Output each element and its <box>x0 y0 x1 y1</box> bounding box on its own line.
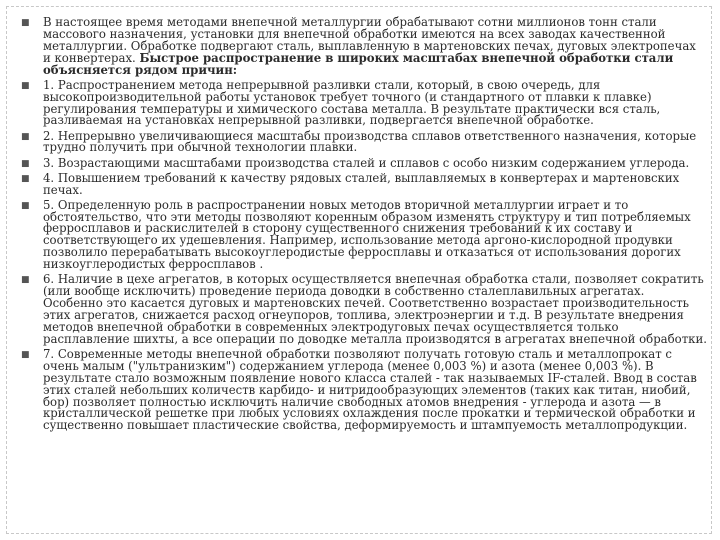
item-text: 1. Распространением метода непрерывной разливки стали, который, в свою очередь, для высокопроизводительной работы установок требует точного (и стандартного от плавки к плавке) регулирования температуры и химического состава металла. В результате практически вся сталь, разливаемая на установках непрерывной разливки, подвергается внепечной обработке. <box>43 77 661 128</box>
item-text: 4. Повышением требований к качеству рядовых сталей, выплавляемых в конвертерах и мартеновских печах. <box>43 170 680 197</box>
list-item <box>21 346 707 433</box>
list-item <box>21 17 707 77</box>
list-item <box>21 274 707 345</box>
item-text: 5. Определенную роль в распространении новых методов вторичной металлургии играет и то обстоятельство, что эти методы позволяют коренным образом изменять структуру и тип потребляемых ферросплавов и раскислителей в сторону существенного снижения требований к их составу и соответствующего их удешевления. Например, использование метода аргоно-кислородной продувки позволило перерабатывать высокоуглеродистые ферросплавы и отказаться от использования дорогих низкоуглеродистых ферросплавов . <box>43 197 691 272</box>
square-bullet-icon: ■ <box>21 173 30 184</box>
square-bullet-icon: ■ <box>21 158 30 169</box>
list-item <box>21 128 707 155</box>
item-text: В настоящее время методами внепечной металлургии обрабатывают сотни миллионов тонн стали массового назначения, установки для внепечной обработки имеются на всех заводах качественной металлургии. Обработке подвергают сталь, выплавленную в мартеновских печах, дуговых электропечах и конвертерах. <box>43 15 696 65</box>
item-text: 7. Современные методы внепечной обработки позволяют получать готовую сталь и металлопрокат с очень малым ("ультранизким") содержанием углерода (менее 0,003 %) и азота (менее 0,003 %). В результате стало возможным появление нового класса сталей - так называемых IF-сталей. Ввод в состав этих сталей небольших количеств карбидо- и нитридообразующих элементов (таких как титан, ниобий, бор) позволяет полностью исключить наличие свободных атомов внедрения - углерода и азота — в кристаллической решетке при любых условиях охлаждения после прокатки и термической обработки и существенно повышает пластические свойства, деформируемость и штампуемость металлопродукции. <box>43 346 697 433</box>
list-item <box>21 197 707 272</box>
square-bullet-icon: ■ <box>21 80 30 91</box>
item-text: 6. Наличие в цехе агрегатов, в которых осуществляется внепечная обработка стали, позволяет сократить (или вообще исключить) проведение периода доводки в собственно сталеплавильных агрегатах. Особенно это касается дуговых и мартеновских печей. Соответственно возрастает производительность этих агрегатов, снижается расход огнеупоров, топлива, электроэнергии и т.д. В результате внедрения методов внепечной обработки в современных электродуговых печах осуществляется только расплавление шихты, а все операции по доводке металла производятся в агрегатах внепечной обработки. <box>43 272 707 346</box>
item-text: 3. Возрастающими масштабами производства сталей и сплавов с особо низким содержанием углерода. <box>43 155 690 170</box>
square-bullet-icon: ■ <box>21 200 30 211</box>
bullet-list <box>21 17 707 435</box>
item-text: 2. Непрерывно увеличивающиеся масштабы производства сплавов ответственного назначения, которые трудно получить при обычной технологии плавки. <box>43 128 697 155</box>
slide-page <box>6 6 712 534</box>
list-item <box>21 155 707 170</box>
item-bold-text: Быстрое распространение в широких масштабах внепечной обработки стали объясняется рядом причин: <box>43 50 674 77</box>
square-bullet-icon: ■ <box>21 349 30 360</box>
list-item <box>21 170 707 197</box>
list-item <box>21 77 707 128</box>
square-bullet-icon: ■ <box>21 131 30 142</box>
square-bullet-icon: ■ <box>21 18 30 28</box>
square-bullet-icon: ■ <box>21 275 30 286</box>
